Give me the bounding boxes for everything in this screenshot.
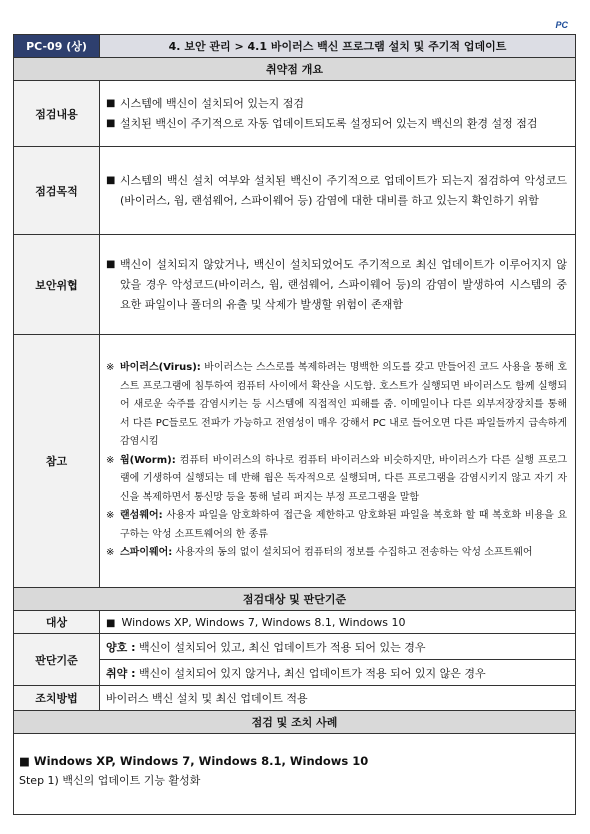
row-action (14, 686, 576, 711)
row-label: 점검목적 (14, 147, 100, 235)
bullet-square-icon: ■ (106, 174, 116, 186)
note-item: ※ 웜(Worm): 컴퓨터 바이러스의 하나로 컴퓨터 바이러스와 비슷하지만, 바이러스가 다른 실행 프로그램에 기생하여 실행되는 데 반해 웜은 독자적으로 실행되며, 다른 프로그램을 감염시키지 않고 자기 자신을 복제하면서 통신망 등을 통해 널리 퍼지는 부정 프로그램을 말함 (106, 452, 567, 508)
good-text: 백신이 설치되어 있고, 최신 업데이트가 적용 되어 있는 경우 (135, 640, 426, 654)
note-mark-icon: ※ (106, 362, 115, 374)
bullet-square-icon: ■ (106, 258, 116, 270)
corner-tag: PC (555, 20, 568, 30)
bullet-square-icon: ■ (19, 754, 30, 768)
bullet-square-icon: ■ (106, 617, 116, 629)
row-label: 조치방법 (14, 686, 100, 711)
action-value: 바이러스 백신 설치 및 최신 업데이트 적용 (100, 686, 576, 711)
row-reference (14, 335, 576, 588)
target-value: Windows XP, Windows 7, Windows 8.1, Windows 10 (121, 615, 406, 629)
bad-text: 백신이 설치되어 있지 않거나, 최신 업데이트가 적용 되어 있지 않은 경우 (135, 666, 486, 680)
item-id: PC-09 (상) (14, 35, 100, 58)
row-label: 대상 (14, 611, 100, 634)
header-row (14, 35, 576, 58)
row-judge-good (14, 634, 576, 660)
note-mark-icon: ※ (106, 454, 115, 466)
section-criteria-title: 점검대상 및 판단기준 (14, 588, 576, 611)
row-label: 참고 (14, 335, 100, 588)
row-cases (14, 734, 576, 815)
row-label: 점검내용 (14, 81, 100, 147)
section-cases-title: 점검 및 조치 사례 (14, 711, 576, 734)
bullet-item: ■ 백신이 설치되지 않았거나, 백신이 설치되었어도 주기적으로 최신 업데이트가 이루어지지 않았을 경우 악성코드(바이러스, 웜, 랜섬웨어, 스파이웨어 등)의 감염이 발생하여 시스템의 중요한 파일이나 폴더의 유출 및 삭제가 발생할 위험이 존재함 (106, 255, 567, 315)
row-target (14, 611, 576, 634)
row-check-content (14, 81, 576, 147)
bullet-item: ■ 시스템의 백신 설치 여부와 설치된 백신이 주기적으로 업데이트가 되는지 점검하여 악성코드(바이러스, 웜, 랜섬웨어, 스파이웨어 등) 감염에 대한 대비를 하고 있는지 확인하기 위함 (106, 171, 567, 211)
bullet-item: ■ 시스템에 백신이 설치되어 있는지 점검 (106, 94, 567, 114)
note-item: ※ 바이러스(Virus): 바이러스는 스스로를 복제하려는 명백한 의도를 갖고 만들어진 코드 사용을 통해 호스트 프로그램에 침투하여 컴퓨터 사이에서 확산을 시도함. 호스트가 실행되면 바이러스도 함께 실행되어 새로운 숙주를 감염시키는 등 시스템에 직접적인 피해를 줌. 이메일이나 다른 외부저장장치를 통해서 다른 PC들로도 전파가 가능하고 전염성이 매우 강해서 PC 내로 들어오면 다른 파일들까지 급속하게 감염시킴 (106, 359, 567, 452)
note-mark-icon: ※ (106, 510, 115, 522)
note-item: ※ 랜섬웨어: 사용자 파일을 암호화하여 접근을 제한하고 암호화된 파일을 복호화 할 때 복호화 비용을 요구하는 악성 소프트웨어의 한 종류 (106, 507, 567, 544)
os-heading: ■ Windows XP, Windows 7, Windows 8.1, Windows 10 (19, 754, 369, 768)
row-security-threat (14, 235, 576, 335)
step-text: Step 1) 백신의 업데이트 기능 활성화 (19, 774, 201, 787)
note-mark-icon: ※ (106, 547, 115, 559)
bullet-square-icon: ■ (106, 97, 116, 109)
row-label: 판단기준 (14, 634, 100, 686)
item-title: 4. 보안 관리 > 4.1 바이러스 백신 프로그램 설치 및 주기적 업데이트 (100, 35, 576, 58)
note-item: ※ 스파이웨어: 사용자의 동의 없이 설치되어 컴퓨터의 정보를 수집하고 전송하는 악성 소프트웨어 (106, 544, 567, 563)
row-label: 보안위협 (14, 235, 100, 335)
bullet-square-icon: ■ (106, 117, 116, 129)
checklist-table (13, 34, 576, 815)
bad-key: 취약 : (106, 666, 136, 680)
section-overview-title: 취약점 개요 (14, 58, 576, 81)
row-check-purpose (14, 147, 576, 235)
bullet-item: ■ 설치된 백신이 주기적으로 자동 업데이트되도록 설정되어 있는지 백신의 환경 설정 점검 (106, 114, 567, 134)
good-key: 양호 : (106, 640, 136, 654)
